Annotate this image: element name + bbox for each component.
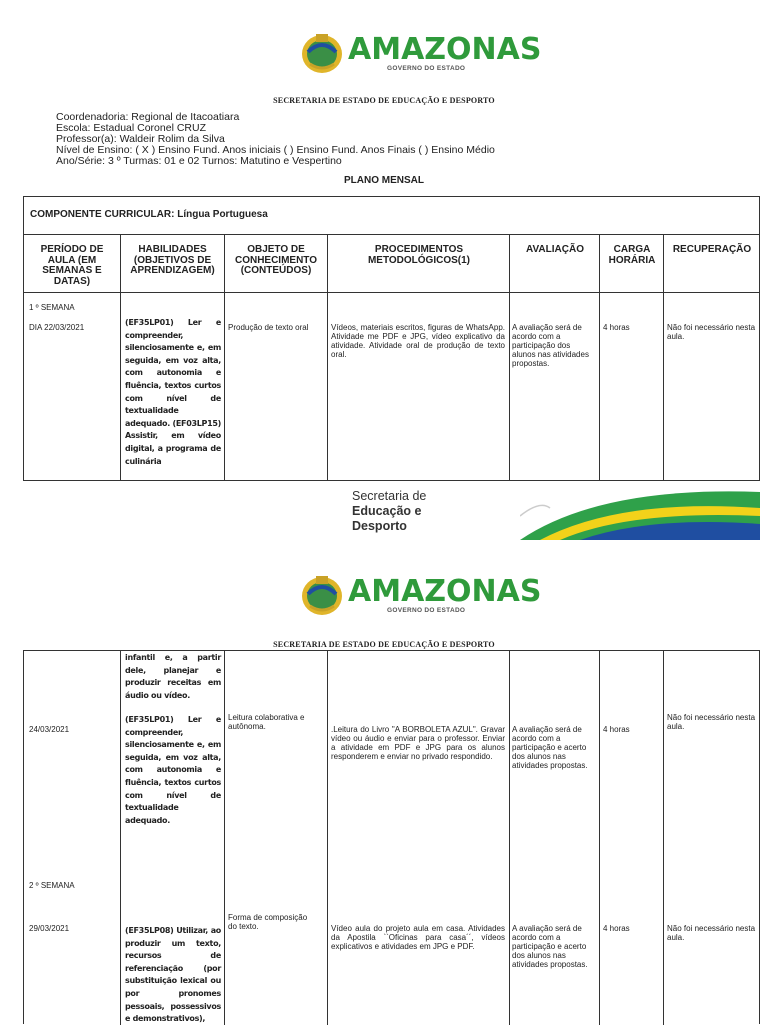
brand-subtitle: GOVERNO DO ESTADO — [387, 607, 466, 614]
brand-name: AMAZONAS — [348, 574, 542, 609]
col-carga: CARGA HORÁRIA — [608, 244, 656, 266]
nivel-line: Nível de Ensino: ( X ) Ensino Fund. Anos iniciais ( ) Ensino Fund. Anos Finais ( ) Ensino Médio — [56, 144, 495, 156]
semana-label: 2 º SEMANA — [29, 881, 75, 890]
recuperacao-cell: Não foi necessário nesta aula. — [667, 713, 756, 731]
coordenadoria-line: Coordenadoria: Regional de Itacoatiara — [56, 111, 240, 123]
brand-subtitle: GOVERNO DO ESTADO — [387, 65, 466, 72]
avaliacao-cell: A avaliação será de acordo com a participação e acerto dos alunos nas atividades propostas. — [512, 924, 588, 969]
coat-of-arms-icon — [298, 570, 346, 618]
brand-name: AMAZONAS — [348, 32, 542, 67]
procedimentos-cell: Vídeo aula do projeto aula em casa. Atividades da Apostila ``Oficinas para casa´´, vídeos explicativos e atividades em JPG e PDF. — [331, 924, 505, 951]
ano-line: Ano/Série: 3 º Turmas: 01 e 02 Turnos: Matutino e Vespertino — [56, 155, 342, 167]
carga-cell: 4 horas — [603, 924, 630, 933]
avaliacao-cell: A avaliação será de acordo com a participação dos alunos nas atividades propostas. — [512, 323, 589, 368]
col-periodo: PERÍODO DE AULA (EM SEMANAS E DATAS) — [40, 244, 104, 287]
footer-secretaria — [352, 489, 426, 534]
avaliacao-cell: A avaliação será de acordo com a participação e acerto dos alunos nas atividades propostas. — [512, 725, 588, 770]
procedimentos-cell: .Leitura do Livro "A BORBOLETA AZUL". Gravar vídeo ou áudio e enviar para o professor. Enviar a atividade em PDF e JPG para os alunos responderem e enviar no privado respondido. — [331, 725, 505, 761]
objeto-cell: Forma de composição do texto. — [228, 913, 308, 931]
habilidades-cell: (EF35LP01) Ler e compreender, silenciosamente e, em seguida, em voz alta, com autonomia e fluência, textos curtos com nível de textualidade adequado. (EF03LP15) Assistir, em vídeo digital, a programa de culinária — [125, 318, 221, 466]
secretaria-title: SECRETARIA DE ESTADO DE EDUCAÇÃO E DESPORTO — [273, 96, 495, 105]
flag-wave-graphic — [520, 486, 760, 540]
recuperacao-cell: Não foi necessário nesta aula. — [667, 323, 756, 341]
recuperacao-cell: Não foi necessário nesta aula. — [667, 924, 756, 942]
habilidades-cell: (EF35LP01) Ler e compreender, silenciosamente e, em seguida, em voz alta, com autonomia e fluência, textos curtos com nível de textualidade adequado. — [125, 715, 221, 825]
header-info — [56, 112, 495, 167]
footer-line1: Secretaria de — [352, 489, 427, 503]
componente-label: COMPONENTE CURRICULAR: Língua Portuguesa — [30, 209, 268, 220]
objeto-cell: Produção de texto oral — [228, 323, 309, 332]
plan-table-page2 — [23, 650, 760, 1024]
footer-line3: Desporto — [352, 519, 407, 533]
date-cell: 24/03/2021 — [29, 725, 70, 734]
footer-line2: Educação e — [352, 504, 422, 518]
date-cell: DIA 22/03/2021 — [29, 323, 85, 332]
amazonas-logo — [298, 28, 542, 78]
date-cell: 29/03/2021 — [29, 924, 70, 933]
objeto-cell: Leitura colaborativa e autônoma. — [228, 713, 305, 731]
habilidades-continued: infantil e, a partir dele, planejar e produzir receitas em áudio ou vídeo. — [125, 653, 221, 700]
carga-cell: 4 horas — [603, 725, 630, 734]
professor-line: Professor(a): Waldeir Rolim da Silva — [56, 133, 225, 145]
carga-cell: 4 horas — [603, 323, 630, 332]
plano-title: PLANO MENSAL — [344, 175, 424, 186]
col-objeto: OBJETO DE CONHECIMENTO (CONTEÚDOS) — [234, 244, 318, 276]
escola-line: Escola: Estadual Coronel CRUZ — [56, 122, 206, 134]
plan-table-page1 — [23, 196, 760, 481]
habilidades-cell: (EF35LP08) Utilizar, ao produzir um texto, recursos de referenciação (por substituição lexical ou por pronomes pessoais, possessivos e demonstrativos), — [125, 926, 221, 1024]
col-habilidades: HABILIDADES (OBJETIVOS DE APRENDIZAGEM) — [130, 244, 215, 276]
amazonas-logo-page2 — [298, 570, 542, 620]
col-recuperacao: RECUPERAÇÃO — [672, 244, 752, 255]
secretaria-title-page2: SECRETARIA DE ESTADO DE EDUCAÇÃO E DESPORTO — [273, 640, 495, 649]
procedimentos-cell: Vídeos, materiais escritos, figuras de WhatsApp. Atividade me PDF e JPG, vídeo explicativo da atividade. Atividade oral de produção de texto oral. — [331, 323, 505, 359]
col-procedimentos: PROCEDIMENTOS METODOLÓGICOS(1) — [367, 244, 471, 266]
coat-of-arms-icon — [298, 28, 346, 76]
semana-label: 1 º SEMANA — [29, 303, 75, 312]
col-avaliacao: AVALIAÇÃO — [526, 244, 584, 255]
